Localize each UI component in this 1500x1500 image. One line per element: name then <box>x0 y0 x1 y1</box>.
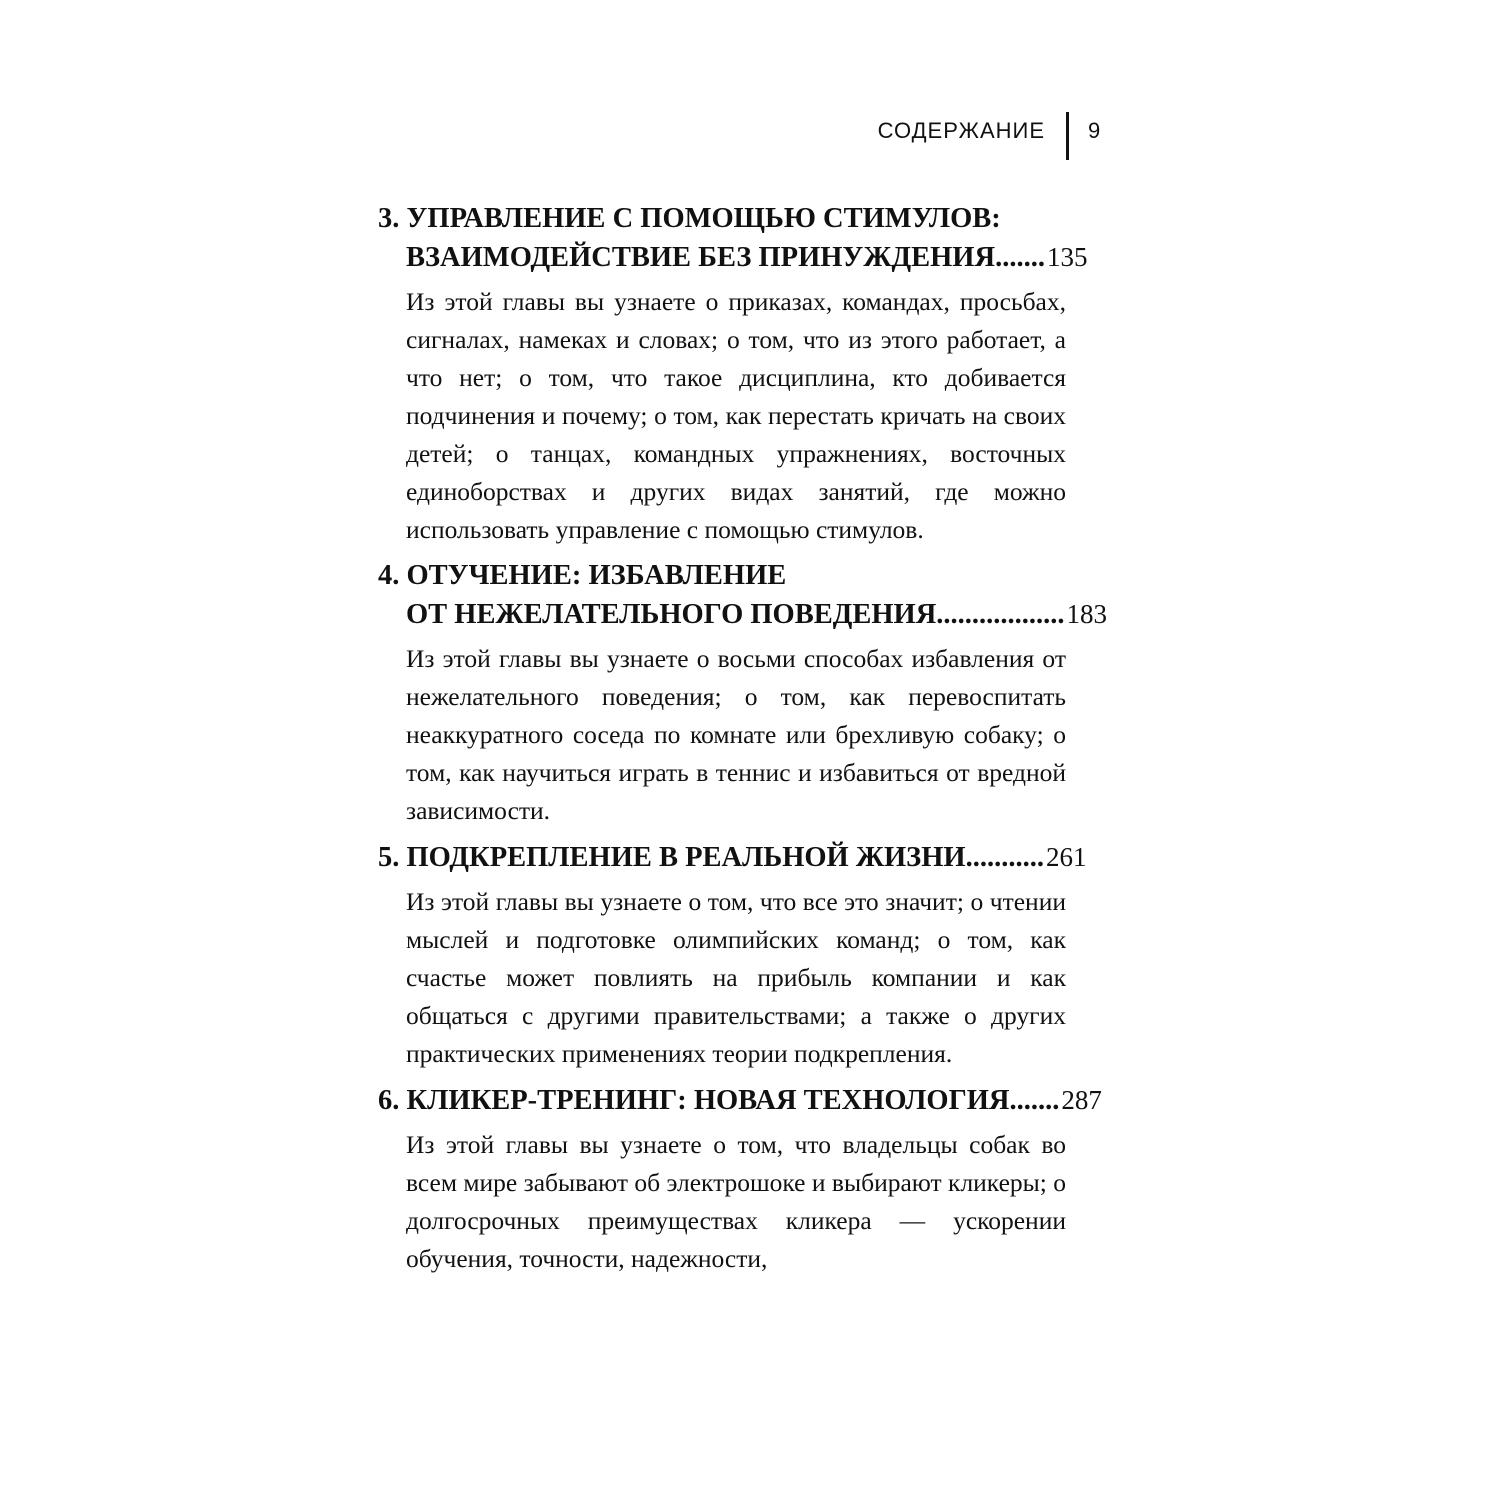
toc-leader-dots: ....... <box>1009 1085 1060 1116</box>
toc-entry-title-line: 3. УПРАВЛЕНИЕ С ПОМОЩЬЮ СТИМУЛОВ: <box>378 203 1001 234</box>
toc-entry-title-line: ВЗАИМОДЕЙСТВИЕ БЕЗ ПРИНУЖДЕНИЯ <box>406 242 996 273</box>
toc-entry-title <box>378 200 1088 277</box>
toc-entry-title-line: 5. ПОДКРЕПЛЕНИЕ В РЕАЛЬНОЙ ЖИЗНИ <box>378 842 966 873</box>
toc-entry-title-last-line <box>378 1081 1102 1120</box>
toc-leader-dots: ........... <box>965 842 1044 873</box>
toc-entry-title-last-line <box>378 238 1088 277</box>
toc-leader-dots: .................. <box>936 599 1065 630</box>
toc-entry-page: 261 <box>1045 842 1087 872</box>
toc-entry-page: 135 <box>1046 242 1088 272</box>
running-header-title: СОДЕРЖАНИЕ <box>877 118 1045 143</box>
running-header <box>820 112 1120 160</box>
toc-entry-title-line: ОТ НЕЖЕЛАТЕЛЬНОГО ПОВЕДЕНИЯ <box>406 599 937 630</box>
toc-entry-3[interactable] <box>378 200 1088 549</box>
toc-entry-title-last-line <box>378 595 1108 634</box>
toc-entry-page: 183 <box>1066 599 1108 629</box>
toc-leader-dots: ....... <box>995 242 1045 273</box>
toc-entry-description: Из этой главы вы узнаете о том, что владельцы собак во всем мире забывают об электрошоке и выбирают кликеры; о долгосрочных преимуществах кликера — ускорении обучения, точности, надежности, <box>406 1130 1066 1273</box>
toc-entry-description: Из этой главы вы узнаете о приказах, командах, просьбах, сигналах, намеках и словах; о том, что из этого работает, а что нет; о том, что такое дисциплина, кто добивается подчинения и почему; о том, как перестать кричать на своих детей; о танцах, командных упражнениях, восточных единоборствах и других видах занятий, где можно использовать управление с помощью стимулов. <box>406 287 1066 544</box>
toc-entry-title <box>378 1081 1102 1120</box>
header-divider <box>1066 112 1069 160</box>
toc-entry-5[interactable] <box>378 838 1087 1073</box>
toc-entry-title-line: 4. ОТУЧЕНИЕ: ИЗБАВЛЕНИЕ <box>378 560 787 591</box>
page-number: 9 <box>1088 118 1101 143</box>
toc-entry-description: Из этой главы вы узнаете о том, что все это значит; о чтении мыслей и подготовке олимпийских команд; о том, как счастье может повлиять на прибыль компании и как общаться с другими правительствами; а также о других практических применениях теории подкрепления. <box>406 887 1066 1068</box>
table-of-contents <box>378 200 1108 1286</box>
toc-entry-title <box>378 557 1108 634</box>
toc-entry-title-last-line <box>378 838 1087 877</box>
toc-entry-description: Из этой главы вы узнаете о восьми способах избавления от нежелательного поведения; о том, как перевоспитать неаккуратного соседа по комнате или брехливую собаку; о том, как научиться играть в теннис и избавиться от вредной зависимости. <box>406 644 1066 825</box>
toc-entry-6[interactable] <box>378 1081 1102 1278</box>
toc-entry-page: 287 <box>1061 1085 1102 1115</box>
toc-entry-title <box>378 838 1087 877</box>
toc-entry-4[interactable] <box>378 557 1108 830</box>
toc-entry-title-line: 6. КЛИКЕР-ТРЕНИНГ: НОВАЯ ТЕХНОЛОГИЯ <box>378 1085 1010 1116</box>
